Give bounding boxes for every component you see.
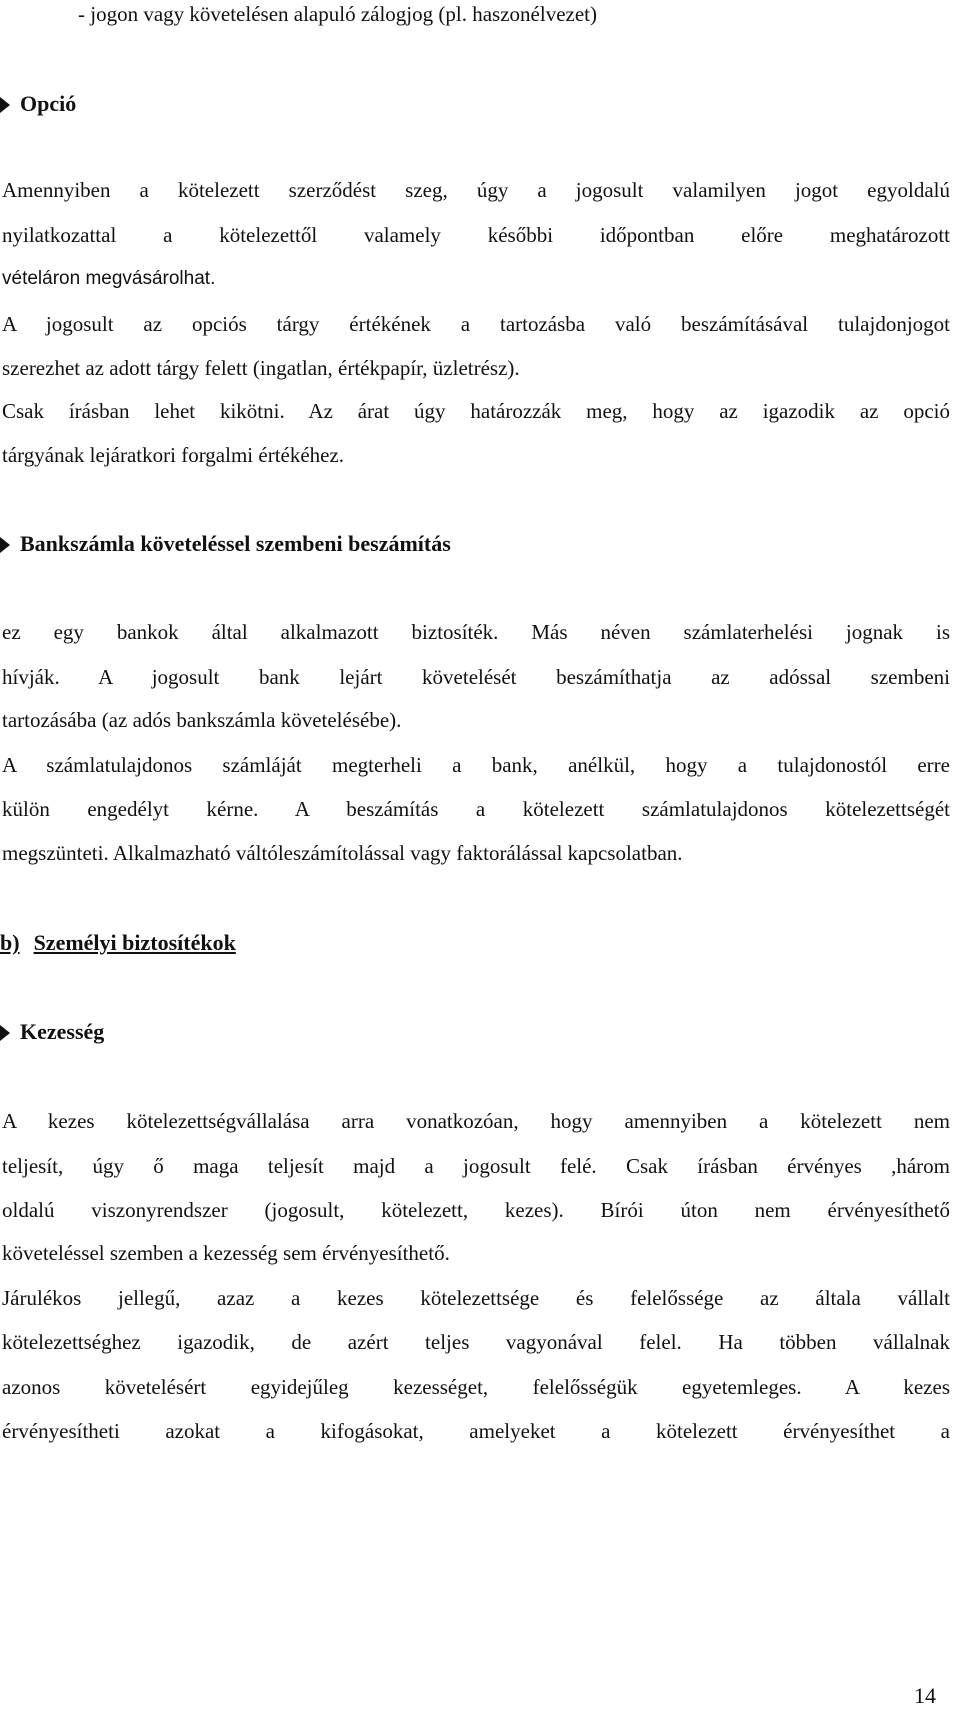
page-number: 14 xyxy=(914,1683,936,1708)
body-line: Csak írásban lehet kikötni. Az árat úgy határozzák meg, hogy az igazodik az opció xyxy=(2,399,950,423)
section-heading-kezesseg: Kezesség xyxy=(0,1018,104,1046)
body-line: azonos követelésért egyidejűleg kezességet, felelősségük egyetemleges. A kezes xyxy=(2,1375,950,1399)
body-line: teljesít, úgy ő maga teljesít majd a jogosult felé. Csak írásban érvényes ,három xyxy=(2,1154,950,1178)
body-line: A kezes kötelezettségvállalása arra vonatkozóan, hogy amennyiben a kötelezett nem xyxy=(2,1109,950,1133)
body-line: ez egy bankok által alkalmazott biztosíték. Más néven számlaterhelési jognak is xyxy=(2,620,950,644)
section-title: Személyi biztosítékok xyxy=(33,930,236,955)
triangle-bullet-icon xyxy=(0,537,10,553)
body-line: érvényesítheti azokat a kifogásokat, amelyeket a kötelezett érvényesíthet a xyxy=(2,1419,950,1443)
body-line: szerezhet az adott tárgy felett (ingatlan, értékpapír, üzletrész). xyxy=(2,356,520,380)
body-line: követeléssel szemben a kezesség sem érvényesíthető. xyxy=(2,1241,450,1265)
body-line: kötelezettséghez igazodik, de azért teljes vagyonával felel. Ha többen vállalnak xyxy=(2,1330,950,1354)
body-line: oldalú viszonyrendszer (jogosult, kötelezett, kezes). Bírói úton nem érvényesíthető xyxy=(2,1198,950,1222)
body-line: A számlatulajdonos számláját megterheli a bank, anélkül, hogy a tulajdonostól erre xyxy=(2,753,950,777)
body-line: A jogosult az opciós tárgy értékének a tartozásba való beszámításával tulajdonjogot xyxy=(2,312,950,336)
triangle-bullet-icon xyxy=(0,1025,10,1041)
body-line: megszünteti. Alkalmazható váltóleszámítolással vagy faktorálással kapcsolatban. xyxy=(2,841,683,865)
body-line: tárgyának lejáratkori forgalmi értékéhez. xyxy=(2,443,345,467)
body-line: vételáron megvásárolhat. xyxy=(2,268,216,289)
section-label: b) xyxy=(0,930,20,955)
list-item-zalogjog: - jogon vagy követelésen alapuló zálogjog (pl. haszonélvezet) xyxy=(78,2,597,26)
section-heading-bankszamla: Bankszámla követeléssel szembeni beszámítás xyxy=(0,530,451,558)
body-line: Amennyiben a kötelezett szerződést szeg, úgy a jogosult valamilyen jogot egyoldalú xyxy=(2,178,950,202)
body-line: tartozásába (az adós bankszámla követelésébe). xyxy=(2,708,402,732)
body-line: nyilatkozattal a kötelezettől valamely későbbi időpontban előre meghatározott xyxy=(2,223,950,247)
section-heading-opcio: Opció xyxy=(0,90,76,118)
section-heading-szemelyi xyxy=(0,929,236,957)
body-line: külön engedélyt kérne. A beszámítás a kötelezett számlatulajdonos kötelezettségét xyxy=(2,797,950,821)
body-line: hívják. A jogosult bank lejárt követelését beszámíthatja az adóssal szembeni xyxy=(2,665,950,689)
triangle-bullet-icon xyxy=(0,97,10,113)
body-line: Járulékos jellegű, azaz a kezes kötelezettsége és felelőssége az általa vállalt xyxy=(2,1286,950,1310)
